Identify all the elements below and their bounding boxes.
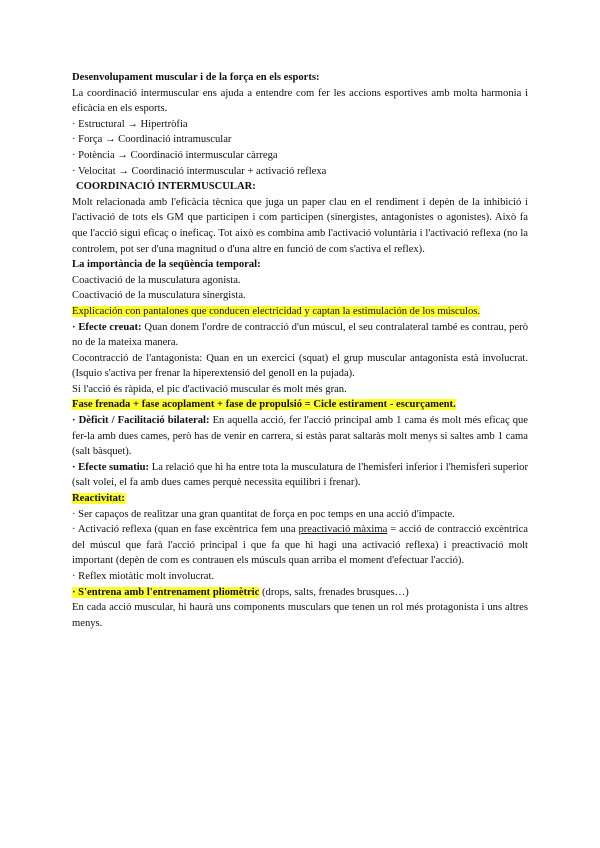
bilateral-deficit-label: · Dèficit / Facilitació bilateral: [72,415,210,427]
crossed-effect-label: · Efecte creuat: [72,321,142,333]
bilateral-deficit-paragraph [72,413,528,460]
summative-effect-text: La relació que hi ha entre tota la musculatura de l'hemisferi inferior i l'hemisferi superior (salt volei, el fa amb dues cames perquè necessita equilibri i frenar). [72,461,528,489]
list-training-types [72,117,528,179]
heading-temporal-sequence: La importància de la seqüència temporal: [72,259,261,271]
summative-effect-label: · Efecte sumatiu: [72,461,150,473]
reactivity-item [72,522,528,569]
plyometric-text: (drops, salts, frenades brusques…) [259,586,409,598]
list-item: · Estructural → Hipertròfia [72,118,188,130]
list-item: · Força → Coordinació intramuscular [72,134,232,146]
bilateral-deficit-text: En aquella acció, fer l'acció principal amb 1 cama és molt més eficaç que fer-la amb dues cames, però has de venir en carrera, si estàs parat saltaràs molt menys si saltes amb 1 cama (salt bàsquet). [72,415,528,458]
list-item: · Potència → Coordinació intermuscular càrrega [72,149,278,161]
reactivity-text: · Activació reflexa (quan en fase excèntrica fem una [72,524,299,536]
highlight-text: Explicación con pantalones que conducen electricidad y captan la estimulación de los músculos. [72,305,481,317]
document-page [72,70,528,631]
sequence-item: Coactivació de la musculatura agonista. [72,274,241,286]
reactivity-item: · Reflex miotàtic molt involucrat. [72,571,215,582]
summative-effect-paragraph [72,460,528,491]
heading-intermuscular-coordination: COORDINACIÓ INTERMUSCULAR: [76,181,256,193]
crossed-effect-text: Quan donem l'ordre de contracció d'un múscul, el seu contralateral també es contrau, però no de la mateixa manera. [72,321,529,349]
heading-muscular-development: Desenvolupament muscular i de la força en els esports: [72,72,320,83]
fast-action-note: Si l'acció és ràpida, el pic d'activació muscular és molt més gran. [72,383,347,395]
plyometric-line [72,585,528,601]
plyometric-label: · S'entrena amb l'entrenament pliomètric [72,586,260,598]
sequence-item: Coactivació de la musculatura sinergista. [72,290,246,302]
max-preactivation-term: preactivació màxima [298,524,388,536]
heading-reactivity-line [72,491,528,507]
coordination-paragraph: Molt relacionada amb l'eficàcia tècnica que juga un paper clau en el rendiment i depèn de la inhibició i l'activació de tots els GM que participen i com participen (sinergistes, antagonistes o agonistes). Això fa que l'acció sigui eficaç o ineficaç. Tot això es combina amb l'activació voluntària i l'activació reflexa (no la controlem, pot ser d'una magnitud o d'una altre en funció de com s'activa el reflex). [72,196,528,255]
intro-paragraph: La coordinació intermuscular ens ajuda a entendre com fer les accions esportives amb molta harmonia i eficàcia en els esports. [72,87,528,115]
reactivity-text: = acció de contracció excèntrica del múscul que farà l'acció principal i que fa que hi hagi una activació reflexa) i preactivació molt important (depèn de com es contrauen els músculs quan arriba el moment d'efectuar l'acció). [72,524,528,567]
reactivity-item: · Ser capaços de realitzar una gran quantitat de força en poc temps en una acció d'impacte. [72,508,455,520]
highlighted-note [72,304,528,320]
phases-text: Fase frenada + fase acoplament + fase de propulsió = Cicle estirament - escurçament. [72,399,456,411]
crossed-effect-paragraph [72,320,528,351]
heading-reactivity: Reactivitat: [72,493,125,505]
phases-line [72,397,528,413]
antagonist-paragraph: Cocontracció de l'antagonista: Quan en un exercici (squat) el grup muscular antagonista està involucrat. (Isquio s'activa per frenar la hiperextensió del genoll en la pujada). [72,352,528,380]
final-paragraph: En cada acció muscular, hi haurà uns components musculars que tenen un rol més protagonista i uns altres menys. [72,602,528,629]
list-item: · Velocitat → Coordinació intermuscular + activació reflexa [72,165,327,177]
